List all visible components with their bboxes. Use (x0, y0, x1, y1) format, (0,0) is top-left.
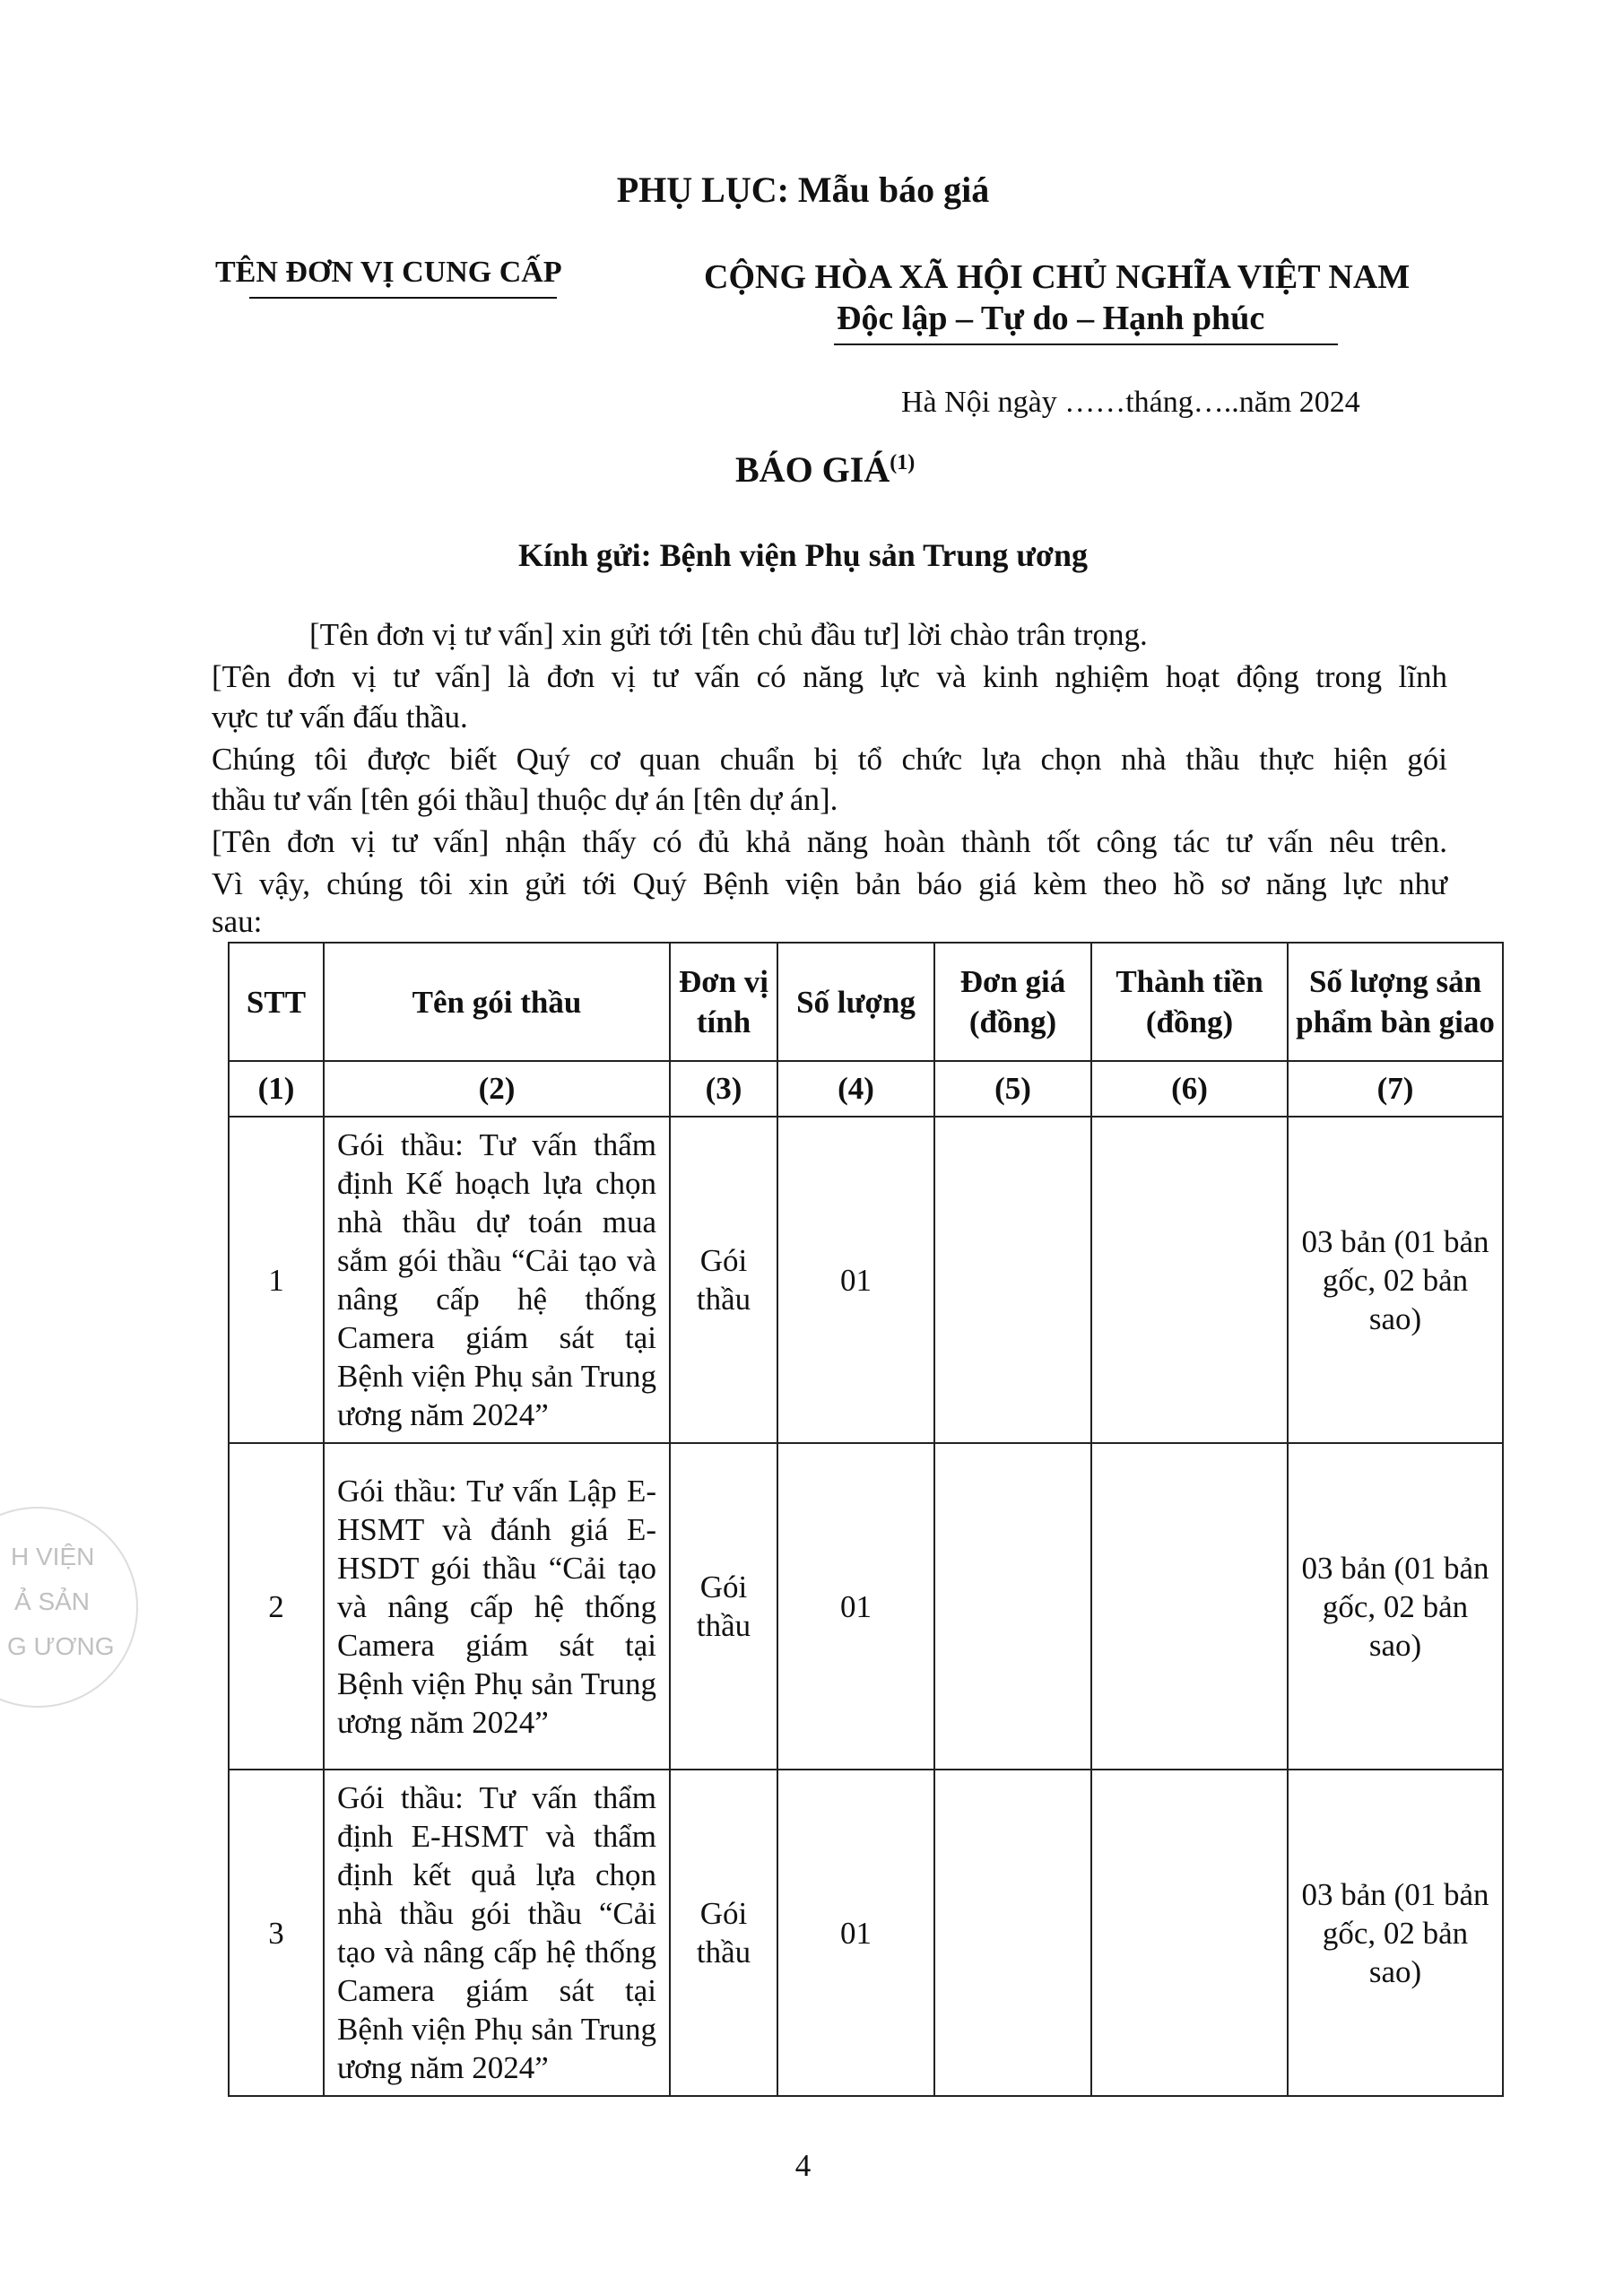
body-line-1: [Tên đơn vị tư vấn] xin gửi tới [tên chủ đầu tư] lời chào trân trọng. (309, 617, 1148, 652)
table-row (229, 1443, 1503, 1770)
row-total (1091, 1117, 1288, 1443)
row-stt: 3 (229, 1770, 324, 2096)
quote-title-text: BÁO GIÁ (735, 449, 890, 490)
row-unit: Gói thầu (670, 1443, 777, 1770)
header-unit-price: Đơn giá (đồng) (934, 943, 1091, 1061)
page-number: 4 (794, 2148, 812, 2183)
row-quantity: 01 (777, 1443, 934, 1770)
row-package-name: Gói thầu: Tư vấn thẩm định E-HSMT và thẩm định kết quả lựa chọn nhà thầu gói thầu “Cải tạo và nâng cấp hệ thống Camera giám sát tại Bệnh viện Phụ sản Trung ương năm 2024” (324, 1770, 670, 2096)
header-stt: STT (229, 943, 324, 1061)
row-unit-price (934, 1117, 1091, 1443)
column-index: (1) (229, 1061, 324, 1117)
faded-seal (0, 1507, 138, 1708)
table-row (229, 1117, 1503, 1443)
header-unit: Đơn vị tính (670, 943, 777, 1061)
body-line-3: vực tư vấn đấu thầu. (212, 700, 468, 735)
header-package-name: Tên gói thầu (324, 943, 670, 1061)
row-total (1091, 1770, 1288, 2096)
table-header-row (229, 943, 1503, 1061)
supplier-label: TÊN ĐƠN VỊ CUNG CẤP (215, 256, 562, 289)
national-title: CỘNG HÒA XÃ HỘI CHỦ NGHĨA VIỆT NAM (704, 258, 1411, 296)
header-total: Thành tiền (đồng) (1091, 943, 1288, 1061)
column-index-row (229, 1061, 1503, 1117)
row-package-name: Gói thầu: Tư vấn thẩm định Kế hoạch lựa chọn nhà thầu dự toán mua sắm gói thầu “Cải tạo và nâng cấp hệ thống Camera giám sát tại Bệnh viện Phụ sản Trung ương năm 2024” (324, 1117, 670, 1443)
row-deliverables: 03 bản (01 bản gốc, 02 bản sao) (1288, 1443, 1503, 1770)
row-total (1091, 1443, 1288, 1770)
body-line-4: Chúng tôi được biết Quý cơ quan chuẩn bị tổ chức lựa chọn nhà thầu thực hiện gói (212, 742, 1447, 777)
column-index: (5) (934, 1061, 1091, 1117)
table-row (229, 1770, 1503, 2096)
seal-text: Ả SẢN (14, 1587, 91, 1615)
quote-title-note: (1) (890, 451, 916, 474)
dateline: Hà Nội ngày ……tháng…..năm 2024 (901, 386, 1360, 419)
seal-text: G ƯƠNG (7, 1632, 115, 1660)
quote-title (735, 448, 915, 491)
row-quantity: 01 (777, 1117, 934, 1443)
body-line-5: thầu tư vấn [tên gói thầu] thuộc dự án [tên dự án]. (212, 782, 838, 817)
national-motto: Độc lập – Tự do – Hạnh phúc (837, 300, 1265, 337)
quote-table (228, 942, 1504, 2097)
row-deliverables: 03 bản (01 bản gốc, 02 bản sao) (1288, 1770, 1503, 2096)
seal-text: H VIỆN (11, 1543, 95, 1570)
column-index: (3) (670, 1061, 777, 1117)
row-quantity: 01 (777, 1770, 934, 2096)
recipient-line: Kính gửi: Bệnh viện Phụ sản Trung ương (517, 537, 1088, 573)
row-stt: 2 (229, 1443, 324, 1770)
row-unit: Gói thầu (670, 1770, 777, 2096)
row-unit-price (934, 1443, 1091, 1770)
column-index: (6) (1091, 1061, 1288, 1117)
column-index: (7) (1288, 1061, 1503, 1117)
row-unit-price (934, 1770, 1091, 2096)
header-quantity: Số lượng (777, 943, 934, 1061)
row-package-name: Gói thầu: Tư vấn Lập E-HSMT và đánh giá E-HSDT gói thầu “Cải tạo và nâng cấp hệ thống Camera giám sát tại Bệnh viện Phụ sản Trung ương năm 2024” (324, 1443, 670, 1770)
row-stt: 1 (229, 1117, 324, 1443)
appendix-title: PHỤ LỤC: Mẫu báo giá (616, 170, 990, 210)
header-deliverables: Số lượng sản phẩm bàn giao (1288, 943, 1503, 1061)
motto-underline (834, 344, 1338, 345)
supplier-underline (249, 297, 557, 299)
body-line-8: sau: (212, 904, 263, 939)
body-line-7: Vì vậy, chúng tôi xin gửi tới Quý Bệnh viện bản báo giá kèm theo hồ sơ năng lực như (212, 866, 1447, 901)
column-index: (2) (324, 1061, 670, 1117)
body-line-2: [Tên đơn vị tư vấn] là đơn vị tư vấn có năng lực và kinh nghiệm hoạt động trong lĩnh (212, 659, 1447, 694)
column-index: (4) (777, 1061, 934, 1117)
body-line-6: [Tên đơn vị tư vấn] nhận thấy có đủ khả năng hoàn thành tốt công tác tư vấn nêu trên. (212, 824, 1447, 859)
row-unit: Gói thầu (670, 1117, 777, 1443)
row-deliverables: 03 bản (01 bản gốc, 02 bản sao) (1288, 1117, 1503, 1443)
